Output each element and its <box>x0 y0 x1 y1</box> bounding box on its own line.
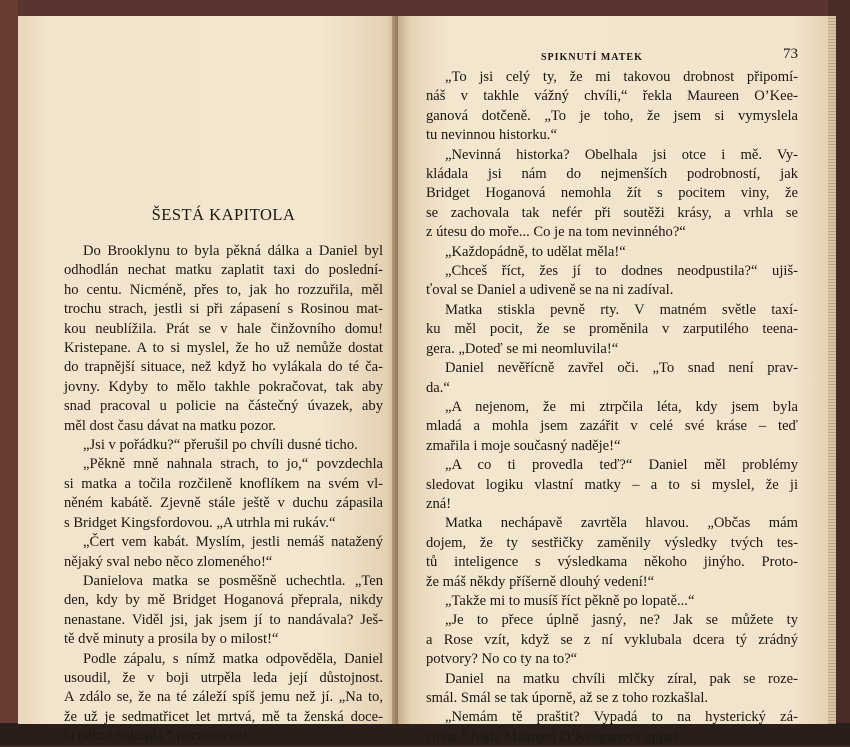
text-line: Matka nechápavě zavrtěla hlavou. „Občas mám <box>445 515 798 532</box>
text-line: odhodlán nechat matku zaplatit taxi do poslední- <box>64 262 383 279</box>
text-line: jovny. Kdyby to mělo takhle pokračovat, tak aby <box>64 378 383 395</box>
text-line: tě dvě minuty a prosila by o milost!“ <box>64 631 279 648</box>
text-line: náš v takhle vážný chvíli,“ řekla Maureen O’Kee- <box>426 88 798 105</box>
text-line: ťoval se Daniel a udiveně se na ni zadíval. <box>426 282 674 299</box>
text-line: s Bridget Kingsfordovou. „A utrhla mi rukáv.“ <box>64 514 336 531</box>
text-line: ganová dotčeně. „To je toho, že jsem si vymyslela <box>426 107 798 124</box>
text-line: měl dost času dávat na matku pozor. <box>64 417 276 434</box>
text-line: Danielova matka se posměšně uchechtla. „Ten <box>83 572 383 589</box>
text-line: si matka a točila rozčileně knoflíkem na svém vl- <box>64 475 383 492</box>
text-line: nějaký sval nebo něco zlomeného!“ <box>64 553 273 570</box>
text-line: la pěkně nakopla,“ poznamenal. <box>64 728 251 745</box>
text-line: „Je to přece úplně jasný, ne? Jak se můžete ty <box>445 612 798 629</box>
text-line: Bridget Hoganová nemohla žít s pocitem viny, že <box>426 185 798 202</box>
text-line: něném kabátě. Zjevně stále ještě v duchu zápasila <box>64 495 383 512</box>
text-line: „Nemám tě praštit? Vypadá to na hysterický zá- <box>445 709 798 726</box>
running-head <box>426 16 798 63</box>
text-line: „Pěkně mně nahnala strach, to jo,“ povzdechla <box>83 456 383 473</box>
text-line: „Chceš říct, žes jí to dodnes neodpustila?“ ujiš- <box>445 263 798 280</box>
text-line: chvat,“ řekla Maureen O’Keeganová upjatě. <box>426 728 684 745</box>
text-line: kou neublížila. Prát se v hale činžovního domu! <box>64 320 383 337</box>
book-cover-left <box>0 0 18 745</box>
text-line: z útesu do moře... Co je na tom nevinného?“ <box>426 224 686 241</box>
text-line: ho centu. Nicméně, přes to, jak ho rozzuřila, měl <box>64 281 383 298</box>
page-number: 73 <box>783 46 798 62</box>
left-page <box>18 16 398 745</box>
text-line: den, kdy by mě Bridget Hoganová přeprala, nikdy <box>64 592 383 609</box>
text-line: Podle zápalu, s nímž matka odpověděla, Daniel <box>83 650 383 667</box>
right-page-text <box>426 68 798 747</box>
text-line: „Nevinná historka? Obelhala jsi otce i mě. Vy- <box>445 146 798 163</box>
text-line: mladá a mohla jsem zazářit v celé své kráse – teď <box>426 418 798 435</box>
text-line: Matka stiskla pevně rty. V matném světle taxí- <box>445 301 798 318</box>
text-line: že už je sedmatřicet let mrtvá, mě ta ženská doce- <box>64 708 383 725</box>
text-line: zmařila i moje současný naděje!“ <box>426 437 621 454</box>
page-edges <box>828 16 836 724</box>
text-line: do trapnější situace, než když ho vylákala do té ča- <box>64 359 383 376</box>
text-line: nenastane. Viděl jsi, jak jsem jí to nandávala? Ješ- <box>64 611 383 628</box>
text-line: trochu strach, jestli si při zápasení s Rosinou mat- <box>64 301 383 318</box>
text-line: usoudil, že v boji utrpěla leda její důstojnost. <box>64 669 383 686</box>
text-line: Daniel nevěřícně zavřel oči. „To snad není prav- <box>445 360 798 377</box>
left-page-text <box>64 242 383 747</box>
text-line: tu nevinnou historku.“ <box>426 127 557 144</box>
text-line: „A co ti provedla teď?“ Daniel měl problémy <box>445 457 798 474</box>
text-line: dojem, že ty sestřičky zaměnily výsledky tvých tes- <box>426 534 798 551</box>
text-line: a Rose vzít, když se z ní vyklubala dcera tý zrádný <box>426 631 798 648</box>
text-line: Kristepane. A to si myslel, že ho už nemůže dostat <box>64 340 383 357</box>
text-line: da.“ <box>426 379 450 396</box>
text-line: „To jsi celý ty, že mi takovou drobnost připomí- <box>445 69 798 85</box>
text-line: sledovat logiku vlastní matky – a to si myslel, že ji <box>426 476 798 493</box>
running-title: SPIKNUTÍ MATEK <box>541 52 643 63</box>
text-line: ku měl pocit, že se proměnila v zarputilého teena- <box>426 321 798 338</box>
text-line: „Čert vem kabát. Myslím, jestli nemáš natažený <box>83 534 383 551</box>
text-line: „Takže mi to musíš říct pěkně po lopatě...“ <box>445 592 695 609</box>
text-line: A zdálo se, že na té záleží spíš jemu než jí. „Na to, <box>64 689 383 706</box>
chapter-title: ŠESTÁ KAPITOLA <box>151 205 296 224</box>
text-line: „A nejenom, že mi ztrpčila léta, kdy jsem byla <box>445 398 798 415</box>
text-line: „Každopádně, to udělat měla!“ <box>445 243 626 260</box>
text-line: Do Brooklynu to byla pěkná dálka a Daniel byl <box>83 243 383 259</box>
text-line: že máš někdy příšerně dlouhý vedení!“ <box>426 573 655 590</box>
text-line: snad pracoval u policie na částečný úvazek, aby <box>64 398 383 415</box>
right-page <box>398 16 828 745</box>
text-line: gera. „Doteď se mi neomluvila!“ <box>426 340 619 357</box>
text-line: Daniel na matku chvíli mlčky zíral, pak se roze- <box>445 670 798 687</box>
text-line: kládala jsi nám do nejmenších podrobností, jak <box>426 166 798 183</box>
text-line: tů inteligence s výsledkama někoho jinýho. Proto- <box>426 554 798 571</box>
text-line: se zachovala tak nefér při soutěži krásy, a vrhla se <box>426 204 798 221</box>
text-line: potvory? No co ty na to?“ <box>426 651 578 668</box>
text-line: zná! <box>426 495 452 512</box>
text-line: „Jsi v pořádku?“ přerušil po chvíli dusné ticho. <box>83 437 358 454</box>
text-line: smál. Smál se tak úporně, až se z toho rozkašlal. <box>426 690 709 706</box>
